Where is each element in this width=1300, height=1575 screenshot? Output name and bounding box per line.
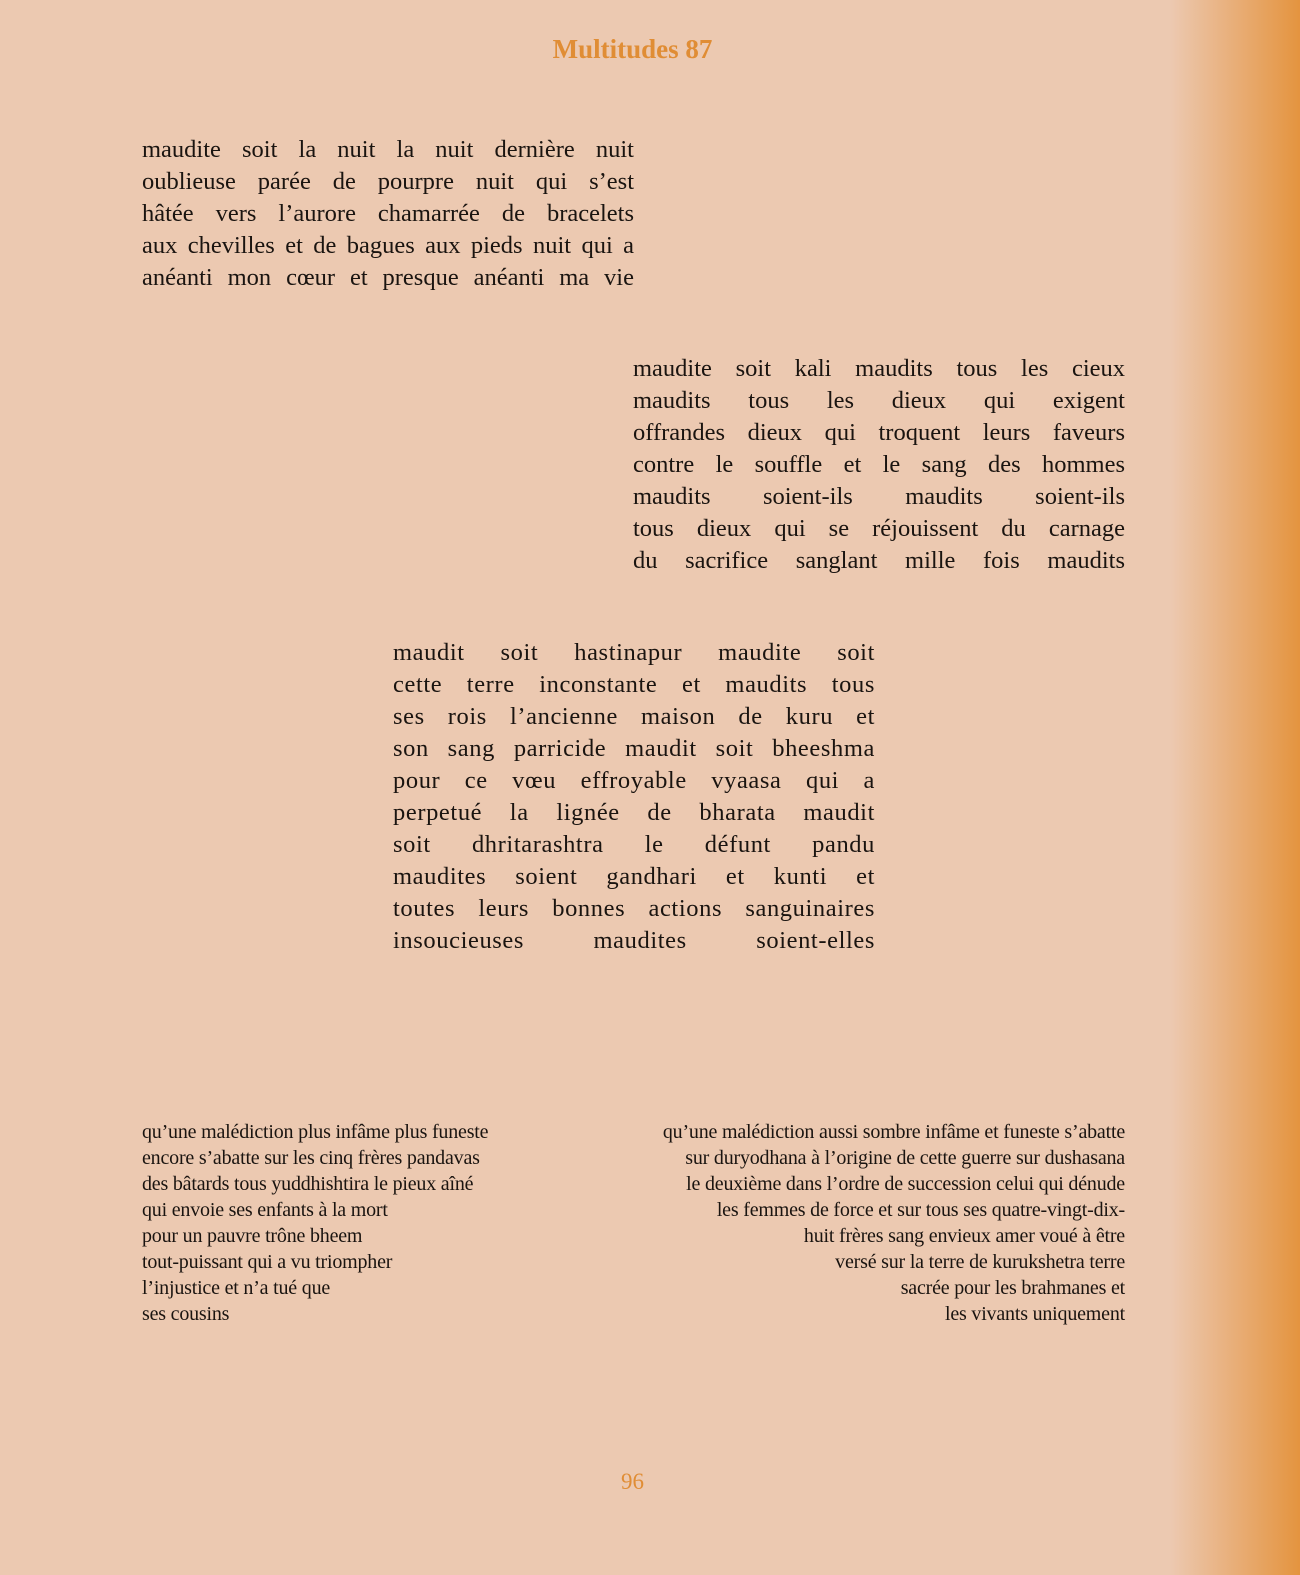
stanza-line: hâtée vers l’aurore chamarrée de bracelets	[142, 200, 634, 227]
column-line: qui envoie ses enfants à la mort	[142, 1199, 388, 1221]
stanza-line: anéanti mon cœur et presque anéanti ma vie	[142, 264, 634, 291]
column-line: l’injustice et n’a tué que	[142, 1277, 331, 1299]
stanza-line: maudits soient-ils maudits soient-ils	[633, 483, 1125, 510]
stanza-line: maudite soit la nuit la nuit dernière nuit	[142, 136, 634, 163]
stanza-line: maudite soit kali maudits tous les cieux	[633, 355, 1125, 382]
column-line: huit frères sang envieux amer voué à être	[803, 1225, 1125, 1247]
stanza-line: maudites soient gandhari et kunti et	[393, 863, 875, 890]
stanza-line: toutes leurs bonnes actions sanguinaires	[393, 895, 875, 922]
stanza-line: soit dhritarashtra le défunt pandu	[393, 831, 875, 858]
column-line: encore s’abatte sur les cinq frères pandavas	[142, 1147, 480, 1169]
stanza-night	[142, 134, 634, 294]
curse-pandavas-column	[142, 1119, 562, 1327]
stanza-line: son sang parricide maudit soit bheeshma	[393, 735, 875, 762]
stanza-line: offrandes dieux qui troquent leurs faveurs	[633, 419, 1125, 446]
stanza-line: oublieuse parée de pourpre nuit qui s’est	[142, 168, 634, 195]
column-line: qu’une malédiction plus infâme plus funeste	[142, 1121, 489, 1143]
column-line: pour un pauvre trône bheem	[142, 1225, 363, 1247]
stanza-gods	[633, 353, 1125, 577]
column-line: ses cousins	[142, 1303, 230, 1325]
stanza-line: contre le souffle et le sang des hommes	[633, 451, 1125, 478]
stanza-line: pour ce vœu effroyable vyaasa qui a	[393, 767, 875, 794]
column-line: le deuxième dans l’ordre de succession celui qui dénude	[686, 1173, 1125, 1195]
running-header: Multitudes 87	[552, 34, 713, 64]
page-number: 96	[621, 1469, 644, 1494]
column-line: les vivants uniquement	[944, 1303, 1125, 1325]
stanza-line: maudit soit hastinapur maudite soit	[393, 639, 875, 666]
stanza-line: ses rois l’ancienne maison de kuru et	[393, 703, 875, 730]
column-line: versé sur la terre de kurukshetra terre	[835, 1251, 1125, 1273]
column-line: qu’une malédiction aussi sombre infâme et funeste s’abatte	[662, 1121, 1125, 1143]
column-line: sacrée pour les brahmanes et	[900, 1277, 1125, 1299]
column-line: les femmes de force et sur tous ses quatre-vingt-dix-	[716, 1199, 1125, 1221]
stanza-hastinapur	[393, 637, 875, 957]
column-line: tout-puissant qui a vu triompher	[142, 1251, 393, 1273]
stanza-line: perpetué la lignée de bharata maudit	[393, 799, 875, 826]
column-line: des bâtards tous yuddhishtira le pieux aîné	[142, 1173, 474, 1195]
stanza-line: tous dieux qui se réjouissent du carnage	[633, 515, 1125, 542]
stanza-line: insoucieuses maudites soient-elles	[393, 927, 875, 954]
stanza-line: du sacrifice sanglant mille fois maudits	[633, 547, 1125, 574]
stanza-line: maudits tous les dieux qui exigent	[633, 387, 1125, 414]
page-edge-gradient	[1170, 0, 1300, 1575]
curse-kauravas-column	[560, 1119, 1125, 1327]
stanza-line: aux chevilles et de bagues aux pieds nuit qui a	[142, 232, 634, 259]
column-line: sur duryodhana à l’origine de cette guerre sur dushasana	[685, 1147, 1125, 1169]
stanza-line: cette terre inconstante et maudits tous	[393, 671, 875, 698]
